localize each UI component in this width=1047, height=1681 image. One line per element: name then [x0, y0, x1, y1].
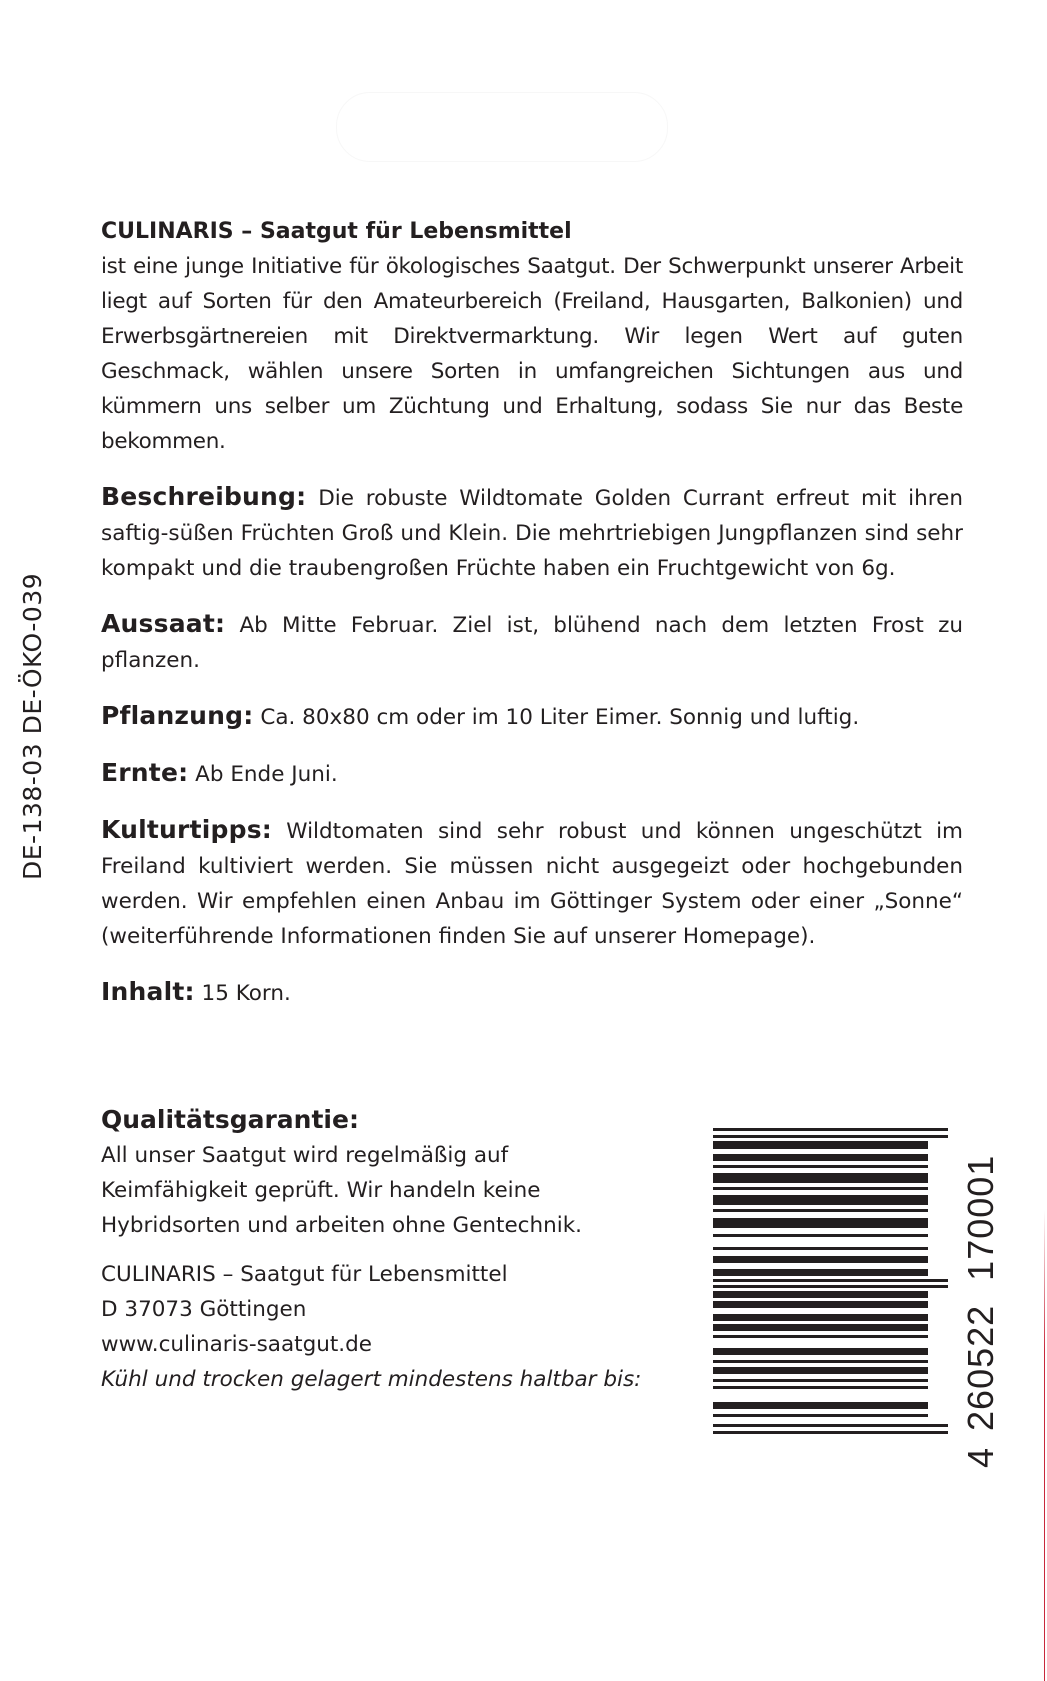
barcode-bar [713, 1360, 928, 1363]
company-city: D 37073 Göttingen [101, 1297, 307, 1322]
barcode-digits-last: 170001 [960, 1154, 1001, 1281]
faint-logo-outline [336, 92, 668, 162]
section-aussaat [101, 606, 963, 678]
barcode-bar [713, 1379, 928, 1382]
quality-title: Qualitätsgarantie: [101, 1105, 359, 1134]
section-label: Aussaat: [101, 609, 226, 638]
packet-edge-line [1044, 1210, 1045, 1681]
section-inhalt [101, 974, 963, 1011]
intro-title: CULINARIS – Saatgut für Lebensmittel [101, 219, 572, 244]
barcode-bar [713, 1154, 928, 1161]
barcode-bar [713, 1414, 928, 1417]
storage-note: Kühl und trocken gelagert mindestens haltbar bis: [101, 1367, 642, 1392]
main-text [101, 215, 963, 1011]
section-label: Kulturtipps: [101, 815, 272, 844]
barcode-bar [713, 1141, 928, 1149]
section-beschreibung [101, 479, 963, 586]
section-label: Pflanzung: [101, 701, 254, 730]
section-text: Ab Ende Juni. [195, 762, 338, 787]
section-text: Ca. 80x80 cm oder im 10 Liter Eimer. Sonnig und luftig. [260, 705, 860, 730]
address-block [101, 1257, 661, 1397]
barcode-bar [713, 1291, 928, 1298]
certification-code: DE-138-03 DE-ÖKO-039 [18, 572, 47, 880]
barcode-bar [713, 1335, 928, 1338]
barcode-bar [713, 1431, 948, 1434]
barcode-bar [713, 1324, 928, 1331]
company-name: CULINARIS – Saatgut für Lebensmittel [101, 1262, 508, 1287]
barcode-bar [713, 1195, 928, 1205]
section-label: Beschreibung: [101, 482, 307, 511]
barcode-bar [713, 1234, 928, 1237]
section-text: Wildtomaten sind sehr robust und können ungeschützt im Freiland kultiviert werden. Sie müssen nicht ausgegeizt oder hochgebunden werden. Wir empfehlen einen Anbau im Göttinger System oder einer „Sonne“ (weiterführende Informationen finden Sie auf unserer Homepage). [101, 819, 963, 949]
quality-line: Keimfähigkeit geprüft. Wir handeln keine [101, 1178, 541, 1203]
barcode-bar [713, 1402, 928, 1409]
barcode-bar [713, 1218, 928, 1228]
barcode-bar [713, 1424, 948, 1427]
barcode-bar [713, 1128, 948, 1131]
barcode-bar [713, 1279, 948, 1282]
barcode-bar [713, 1173, 928, 1183]
section-text: Die robuste Wildtomate Golden Currant erfreut mit ihren saftig-süßen Früchten Groß und Klein. Die mehrtriebigen Jungpflanzen sind sehr kompakt und die traubengroßen Früchte haben ein Fruchtgewicht von 6g. [101, 486, 963, 581]
barcode-digits-first: 4 [960, 1446, 1001, 1468]
company-website[interactable]: www.culinaris-saatgut.de [101, 1332, 372, 1357]
barcode-bar [713, 1187, 928, 1190]
barcode-bar [713, 1348, 928, 1355]
barcode [713, 1128, 948, 1458]
section-kulturtipps [101, 812, 963, 954]
barcode-bar [713, 1285, 948, 1288]
barcode-bar [713, 1386, 928, 1389]
barcode-bar [713, 1135, 948, 1138]
barcode-bar [713, 1367, 928, 1374]
section-pflanzung [101, 698, 963, 735]
section-text: 15 Korn. [201, 981, 291, 1006]
barcode-bar [713, 1314, 928, 1321]
intro-body: ist eine junge Initiative für ökologisches Saatgut. Der Schwerpunkt unserer Arbeit liegt auf Sorten für den Amateurbereich (Freiland, Hausgarten, Balkonien) und Erwerbsgärtnereien mit Direktvermarktung. Wir legen Wert auf guten Geschmack, wählen unsere Sorten in umfangreichen Sichtungen aus und kümmern uns selber um Züchtung und Erhaltung, sodass Sie nur das Beste bekommen. [101, 254, 963, 454]
section-label: Ernte: [101, 758, 189, 787]
section-label: Inhalt: [101, 977, 195, 1006]
barcode-bar [713, 1256, 928, 1263]
barcode-bar [713, 1269, 928, 1276]
barcode-number [960, 1155, 1002, 1468]
barcode-bar [713, 1165, 928, 1168]
barcode-digits-mid: 260522 [960, 1304, 1001, 1431]
barcode-bar [713, 1301, 928, 1308]
barcode-bar [713, 1247, 928, 1250]
quality-line: Hybridsorten und arbeiten ohne Gentechnik. [101, 1213, 582, 1238]
quality-block [101, 1102, 661, 1397]
section-text: Ab Mitte Februar. Ziel ist, blühend nach dem letzten Frost zu pflanzen. [101, 613, 963, 673]
section-ernte [101, 755, 963, 792]
barcode-bar [713, 1209, 928, 1212]
quality-line: All unser Saatgut wird regelmäßig auf [101, 1143, 509, 1168]
